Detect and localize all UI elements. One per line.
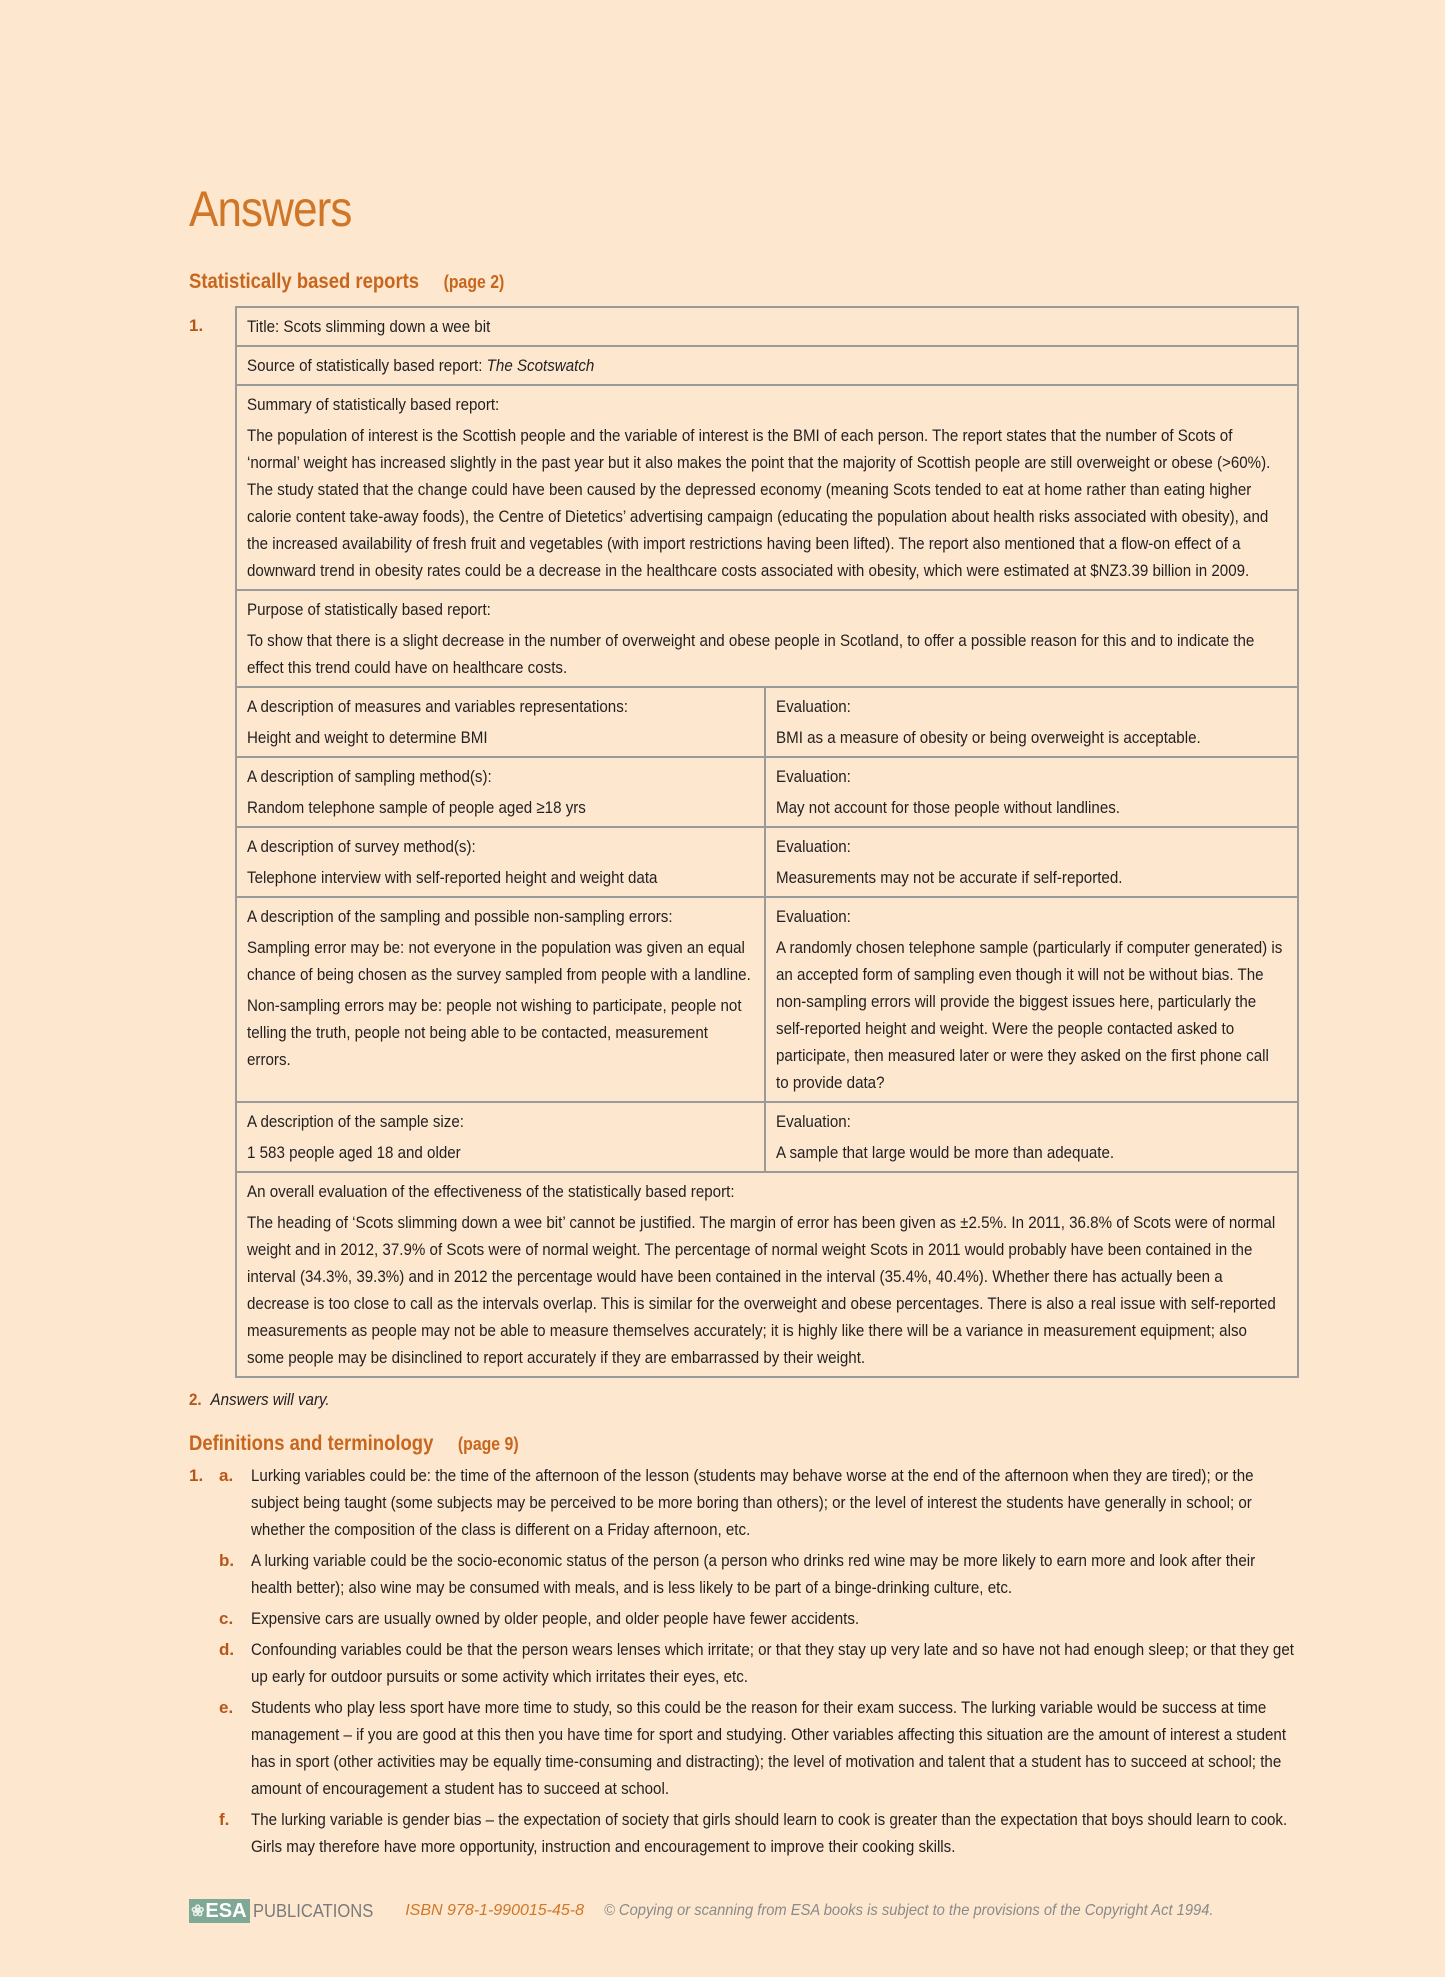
description-value: Random telephone sample of people aged ≥18 yrs [247,798,586,817]
summary-cell [236,385,1298,590]
item-letter: d. [219,1640,235,1659]
item-text: Confounding variables could be that the person wears lenses which irritate; or that they stay up very late and so have not had enough sleep; or that they get up early for outdoor pursuits or some activity which irritates their eyes, etc. [251,1640,1294,1686]
list-item [189,1806,1299,1860]
overall-cell [236,1172,1298,1377]
description-value: Telephone interview with self-reported height and weight data [247,868,658,887]
description-label: A description of survey method(s): [247,837,476,856]
page-reference: (page 9) [457,1434,519,1454]
purpose-text: To show that there is a slight decrease in the number of overweight and obese people in Scotland, to offer a possible reason for this and to indicate the effect this trend could have on healthcare costs. [247,631,1255,677]
item-text: The lurking variable is gender bias – the expectation of society that girls should learn to cook is greater than the expectation that boys should learn to cook. Girls may therefore have more opportunity, instruction and encouragement to improve their cooking skills. [251,1810,1288,1856]
tree-leaf-icon: ❀ [191,1903,205,1920]
description-label: A description of the sample size: [247,1112,464,1131]
description-label: A description of the sampling and possible non-sampling errors: [247,907,673,926]
section-heading-text: Statistically based reports [189,270,420,293]
summary-text: The population of interest is the Scottish people and the variable of interest is the BMI of each person. The report states that the number of Scots of ‘normal’ weight has increased slightly in the past year but it also makes the point that the majority of Scottish people are still overweight or obese (>60%). The study stated that the change could have been caused by the depressed economy (meaning Scots tended to eat at home rather than eating higher calorie content take-away foods), the Centre of Dietetics’ advertising campaign (educating the population about health risks associated with obesity), and the increased availability of fresh fruit and vegetables (with import restrictions having been lifted). The report also mentioned that a flow-on effect of a downward trend in obesity rates could be a decrease in the healthcare costs associated with obesity, which were estimated at $NZ3.39 billion in 2009. [247,426,1271,580]
table-row-sampling-method [236,757,1298,827]
evaluation-value: A randomly chosen telephone sample (particularly if computer generated) is an accepted form of sampling even though it will not be without bias. The non-sampling errors will provide the biggest issues here, particularly the self-reported height and weight. Were the people contacted asked to participate, then measured later or were they asked on the first phone call to provide data? [776,938,1283,1092]
evaluation-cell [765,827,1298,897]
overall-text: The heading of ‘Scots slimming down a wee bit’ cannot be justified. The margin of error has been given as ±2.5%. In 2011, 36.8% of Scots were of normal weight and in 2012, 37.9% of Scots were of normal weight. The percentage of normal weight Scots in 2011 would probably have been contained in the interval (34.3%, 39.3%) and in 2012 the percentage would have been contained in the interval (35.4%, 40.4%). Whether there has actually been a decrease is too close to call as the intervals overlap. This is similar for the overweight and obese percentages. There is also a real issue with self-reported measurements as people may not be able to measure themselves accurately; it is highly like there will be a variance in measurement equipment; also some people may be disinclined to report accurately if they are embarrassed by their weight. [247,1213,1276,1367]
evaluation-label: Evaluation: [776,837,851,856]
purpose-label: Purpose of statistically based report: [247,600,491,619]
evaluation-label: Evaluation: [776,697,851,716]
evaluation-value: Measurements may not be accurate if self-reported. [776,868,1123,887]
description-cell [236,757,765,827]
evaluation-cell [765,897,1298,1102]
description-cell [236,827,765,897]
list-item [189,1605,1299,1632]
table-row-summary [236,385,1298,590]
isbn: ISBN 978-1-990015-45-8 [405,1902,585,1919]
esa-logo [189,1899,250,1923]
evaluation-label: Evaluation: [776,907,851,926]
source-cell [236,346,1298,385]
description-label: A description of measures and variables representations: [247,697,628,716]
section-heading-text: Definitions and terminology [189,1432,434,1455]
evaluation-cell [765,1102,1298,1172]
overall-label: An overall evaluation of the effectiveness of the statistically based report: [247,1182,735,1201]
report-analysis-table [235,306,1299,1378]
table-row-purpose [236,590,1298,687]
page-reference: (page 2) [443,272,505,292]
evaluation-label: Evaluation: [776,1112,851,1131]
item-letter: a. [219,1466,234,1485]
publisher-name: PUBLICATIONS [252,1900,373,1921]
item-letter: f. [219,1810,230,1829]
table-row-sample-size [236,1102,1298,1172]
source-label: Source of statistically based report: [247,356,487,375]
section-heading-definitions [189,1432,519,1456]
item-letter: e. [219,1698,234,1717]
evaluation-value: May not account for those people without landlines. [776,798,1121,817]
page-footer [189,1898,1267,1924]
list-item [189,1547,1299,1601]
purpose-cell [236,590,1298,687]
evaluation-cell [765,757,1298,827]
evaluation-cell [765,687,1298,757]
evaluation-value: A sample that large would be more than adequate. [776,1143,1115,1162]
question-2-answer [189,1390,330,1410]
title-cell [236,307,1298,346]
item-text: A lurking variable could be the socio-economic status of the person (a person who drinks red wine may be more likely to earn more and look after their health better); also wine may be consumed with meals, and is less likely to be part of a binge-drinking culture, etc. [251,1551,1256,1597]
table-row-errors [236,897,1298,1102]
page-title: Answers [189,181,352,237]
definitions-answer-list [189,1462,1299,1864]
description-value: 1 583 people aged 18 and older [247,1143,461,1162]
table-row-measures [236,687,1298,757]
description-value: Non-sampling errors may be: people not wishing to participate, people not telling the truth, people not being able to be contacted, measurement errors. [247,996,742,1069]
question-number: 1. [189,316,204,335]
list-item [189,1694,1299,1802]
item-text: Expensive cars are usually owned by older people, and older people have fewer accidents. [251,1609,860,1628]
description-label: A description of sampling method(s): [247,767,492,786]
table-row-source [236,346,1298,385]
evaluation-value: BMI as a measure of obesity or being overweight is acceptable. [776,728,1201,747]
section-heading-reports [189,270,504,294]
report-title: Title: Scots slimming down a wee bit [247,317,491,336]
list-item [189,1462,1299,1543]
summary-label: Summary of statistically based report: [247,395,500,414]
evaluation-label: Evaluation: [776,767,851,786]
description-value: Height and weight to determine BMI [247,728,488,747]
source-value: The Scotswatch [486,356,595,375]
table-row-survey-method [236,827,1298,897]
item-letter: c. [219,1609,234,1628]
description-cell [236,897,765,1102]
description-cell [236,1102,765,1172]
description-cell [236,687,765,757]
item-text: Lurking variables could be: the time of the afternoon of the lesson (students may behave worse at the end of the afternoon when they are tired); or the subject being taught (some subjects may be perceived to be more boring than others); or the level of interest the students have generally in school; or whether the composition of the class is different on a Friday afternoon, etc. [251,1466,1254,1539]
item-text: Students who play less sport have more time to study, so this could be the reason for their exam success. The lurking variable would be success at time management – if you are good at this then you have time for sport and studying. Other variables affecting this situation are the amount of interest a student has in sport (other activities may be equally time-consuming and distracting); the level of motivation and talent that a student has to succeed at school; the amount of encouragement a student has to succeed at school. [251,1698,1287,1798]
copyright-notice: © Copying or scanning from ESA books is subject to the provisions of the Copyright Act 1994. [604,1902,1214,1919]
list-item [189,1636,1299,1690]
question-number: 2. [189,1390,202,1409]
answer-text: Answers will vary. [210,1390,330,1409]
item-letter: b. [219,1551,235,1570]
question-number: 1. [189,1466,204,1485]
table-row-overall [236,1172,1298,1377]
table-row-title [236,307,1298,346]
logo-text: ESA [205,1899,247,1922]
description-value: Sampling error may be: not everyone in the population was given an equal chance of being chosen as the survey sampled from people with a landline. [247,938,751,984]
